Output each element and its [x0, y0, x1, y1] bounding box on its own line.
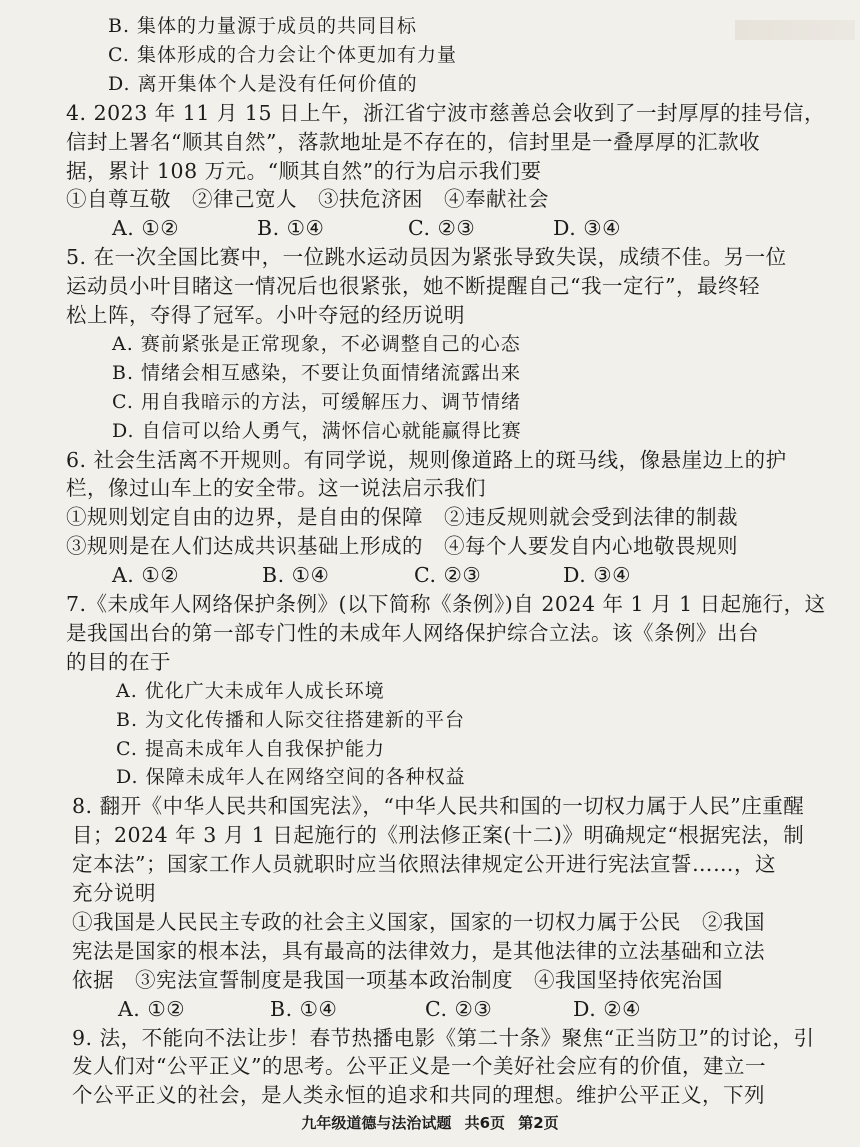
- q5-option-d: D. 自信可以给人勇气，满怀信心就能赢得比赛: [112, 419, 522, 442]
- q7-stem-line-1: 7.《未成年人网络保护条例》(以下简称《条例》)自 2024 年 1 月 1 日起施行，这: [66, 592, 826, 616]
- q5-stem-line-2: 运动员小叶目睹这一情况后也很紧张，她不断提醒自己“我一定行”，最终轻: [66, 274, 760, 299]
- q6-stem-line-1: 6. 社会生活离不开规则。有同学说，规则像道路上的斑马线，像悬崖边上的护: [66, 447, 787, 472]
- footer-page-number: 第2页: [518, 1114, 559, 1132]
- q4-choice-b: B. ①④: [257, 216, 325, 241]
- q4-statements: ①自尊互敬 ②律己宽人 ③扶危济困 ④奉献社会: [66, 187, 549, 212]
- q6-choice-b: B. ①④: [262, 563, 330, 588]
- q6-stem-line-2: 栏，像过山车上的安全带。这一说法启示我们: [66, 476, 486, 501]
- q3-option-c: C. 集体形成的合力会让个体更加有力量: [108, 43, 457, 66]
- q8-stem-line-3: 定本法”；国家工作人员就职时应当依照法律规定公开进行宪法宣誓……，这: [72, 852, 776, 877]
- q5-option-a: A. 赛前紧张是正常现象，不必调整自己的心态: [112, 332, 521, 355]
- q9-stem-line-3: 个公平正义的社会，是人类永恒的追求和共同的理想。维护公平正义，下列: [72, 1083, 765, 1108]
- q4-choice-a: A. ①②: [112, 216, 180, 241]
- bleed-through-text: [735, 20, 855, 40]
- q7-option-a: A. 优化广大未成年人成长环境: [116, 679, 385, 702]
- q4-stem-line-2: 信封上署名“顺其自然”，落款地址是不存在的，信封里是一叠厚厚的汇款收: [66, 129, 760, 154]
- q6-choice-a: A. ①②: [112, 563, 180, 588]
- q7-option-c: C. 提高未成年人自我保护能力: [116, 737, 385, 760]
- q8-stem-line-2: 目；2024 年 3 月 1 日起施行的《刑法修正案(十二)》明确规定“根据宪法，制: [72, 823, 805, 848]
- q6-choice-d: D. ③④: [563, 563, 631, 588]
- q6-statements-1: ①规则划定自由的边界，是自由的保障 ②违反规则就会受到法律的制裁: [66, 505, 738, 530]
- q6-choice-c: C. ②③: [414, 563, 482, 588]
- q7-stem-line-3: 的目的在于: [66, 649, 171, 674]
- q8-statements-1: ①我国是人民民主专政的社会主义国家，国家的一切权力属于公民 ②我国: [72, 909, 765, 934]
- q8-choice-b: B. ①④: [270, 996, 338, 1021]
- footer-total-pages: 共6页: [464, 1114, 505, 1132]
- q3-option-b: B. 集体的力量源于成员的共同目标: [108, 15, 418, 37]
- q4-stem-line-1: 4. 2023 年 11 月 15 日上午，浙江省宁波市慈善总会收到了一封厚厚的挂号信，: [66, 100, 825, 125]
- q4-stem-line-3: 据，累计 108 万元。“顺其自然”的行为启示我们要: [66, 158, 542, 183]
- q7-stem-line-2: 是我国出台的第一部专门性的未成年人网络保护综合立法。该《条例》出台: [66, 620, 759, 645]
- q7-option-b: B. 为文化传播和人际交往搭建新的平台: [116, 708, 466, 731]
- q8-stem-line-4: 充分说明: [72, 881, 156, 905]
- q5-stem-line-1: 5. 在一次全国比赛中，一位跳水运动员因为紧张导致失误，成绩不佳。另一位: [66, 245, 787, 270]
- page-footer: [0, 1112, 860, 1133]
- q8-statements-3: 依据 ③宪法宣誓制度是我国一项基本政治制度 ④我国坚持依宪治国: [72, 967, 723, 992]
- q8-stem-line-1: 8. 翻开《中华人民共和国宪法》，“中华人民共和国的一切权力属于人民”庄重醒: [72, 794, 805, 819]
- q9-stem-line-2: 发人们对“公平正义”的思考。公平正义是一个美好社会应有的价值，建立一: [72, 1054, 766, 1079]
- q7-option-d: D. 保障未成年人在网络空间的各种权益: [116, 766, 466, 789]
- q8-choice-c: C. ②③: [425, 996, 493, 1021]
- q4-choice-d: D. ③④: [553, 216, 621, 241]
- q3-option-d: D. 离开集体个人是没有任何价值的: [108, 72, 418, 95]
- q6-statements-2: ③规则是在人们达成共识基础上形成的 ④每个人要发自内心地敬畏规则: [66, 534, 738, 559]
- q8-statements-2: 宪法是国家的根本法，具有最高的法律效力，是其他法律的立法基础和立法: [72, 938, 765, 963]
- q4-choice-c: C. ②③: [408, 216, 476, 241]
- q8-choice-a: A. ①②: [118, 996, 186, 1021]
- footer-subject: 九年级道德与法治试题: [301, 1114, 452, 1132]
- q9-stem-line-1: 9. 法，不能向不法让步！春节热播电影《第二十条》聚焦“正当防卫”的讨论，引: [72, 1025, 815, 1050]
- q5-option-c: C. 用自我暗示的方法，可缓解压力、调节情绪: [112, 390, 521, 413]
- q5-stem-line-3: 松上阵，夺得了冠军。小叶夺冠的经历说明: [66, 303, 465, 327]
- q5-option-b: B. 情绪会相互感染，不要让负面情绪流露出来: [112, 361, 522, 384]
- q8-choice-d: D. ②④: [573, 996, 641, 1021]
